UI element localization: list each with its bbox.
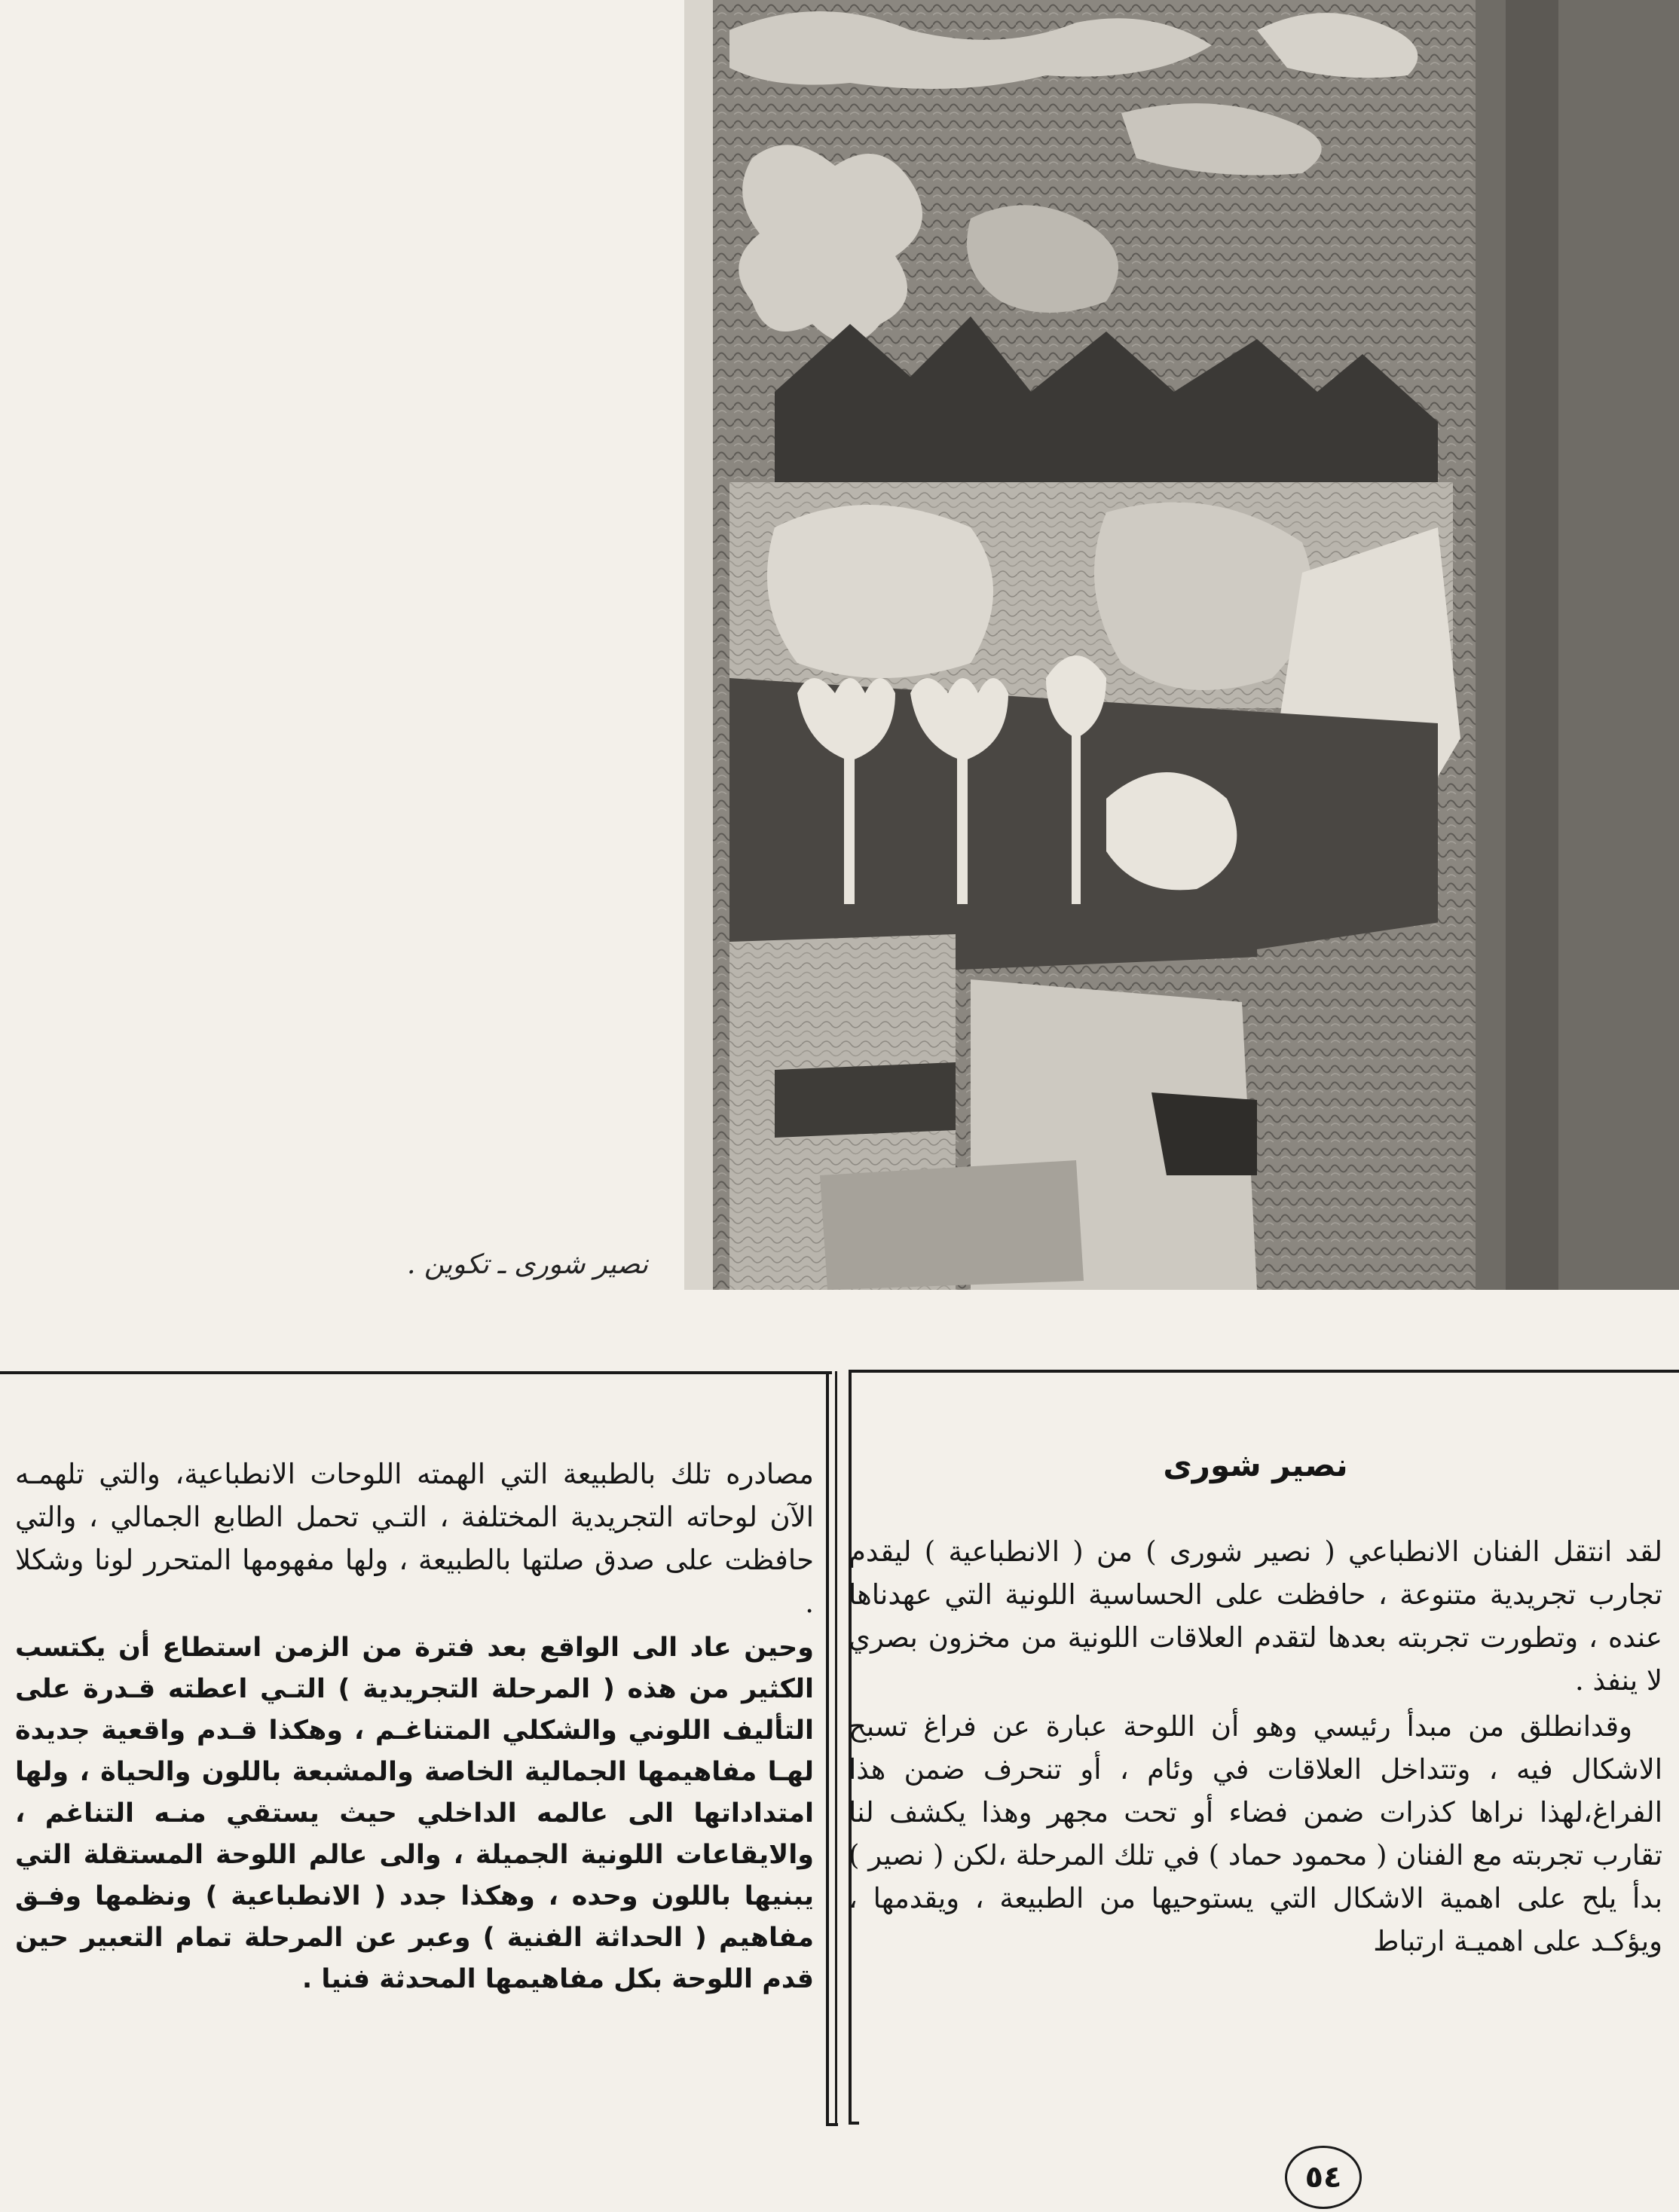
article-paragraph-1: لقد انتقل الفنان الانطباعي ( نصير شورى ) من ( الانطباعية ) ليقدم تجارب تجريدية متنوعة ، حافظت على الحساسية اللونية التي عهدناها عنده ، وتطورت تجربته بعدها لتقدم العلاقات اللونية من مخزون بصري لا ينفذ . xyxy=(849,1535,1662,1697)
right-column-top-rule xyxy=(849,1370,1679,1373)
article-left-column xyxy=(15,1453,814,2000)
right-column-bottom-rule xyxy=(849,2122,859,2125)
article-paragraph-2: وقدانطلق من مبدأ رئيسي وهو أن اللوحة عبارة عن فراغ تسبح الاشكال فيه ، وتتداخل العلاقات في وئام ، أو تنحرف ضمن هذا الفراغ،لهذا نراها كذرات ضمن فضاء أو تحت مجهر وهذا يكشف لنا تقارب تجربته مع الفنان ( محمود حماد ) في تلك المرحلة ،لكن ( نصير ) بدأ يلح على اهمية الاشكال التي يستوحيها من الطبيعة ، ويقدمها ، ويؤكـد على اهميـة ارتباط xyxy=(849,1710,1662,1957)
article-paragraph-3: مصادره تلك بالطبيعة التي الهمته اللوحات الانطباعية، والتي تلهمـه الآن لوحاته التجريدية المختلفة ، التـي تحمل الطابع الجمالي ، والتي حافظت على صدق صلتها بالطبيعة ، ولها مفهومها المتحرر لونا وشكلا . xyxy=(15,1458,814,1619)
left-column-top-rule xyxy=(0,1371,832,1374)
article-title: نصير شورى xyxy=(1163,1447,1348,1483)
page-number: ٥٤ xyxy=(1285,2146,1362,2209)
left-column-frame-outer xyxy=(826,1371,829,2125)
article-paragraph-4-bold: وحين عاد الى الواقع بعد فترة من الزمن استطاع أن يكتسب الكثير من هذه ( المرحلة التجريدية ) التـي اعطته قـدرة على التأليف اللوني والشكلي المتناغـم ، وهكذا قـدم واقعية جديدة لهـا مفاهيمها الجمالية الخاصة والمشبعة باللون والحياة ، ولها امتداداتها الى عالمه الداخلي حيث يستقي منـه التناغم ، والايقاعات اللونية الجميلة ، والى عالم اللوحة المستقلة التي يبنيها باللون وحده ، وهكذا جدد ( الانطباعية ) ونظمها وفـق مفاهيم ( الحداثة الفنية ) وعبر عن المرحلة تمام التعبير حين قدم اللوحة بكل مفاهيمها المحدثة فنيا . xyxy=(15,1633,814,1994)
painting-image xyxy=(684,0,1679,1290)
left-column-bottom-rule xyxy=(826,2123,838,2126)
painting-caption: نصير شورى ـ تكوين . xyxy=(407,1249,648,1280)
left-column-frame-inner xyxy=(835,1371,837,2125)
article-right-column xyxy=(849,1447,1662,1963)
